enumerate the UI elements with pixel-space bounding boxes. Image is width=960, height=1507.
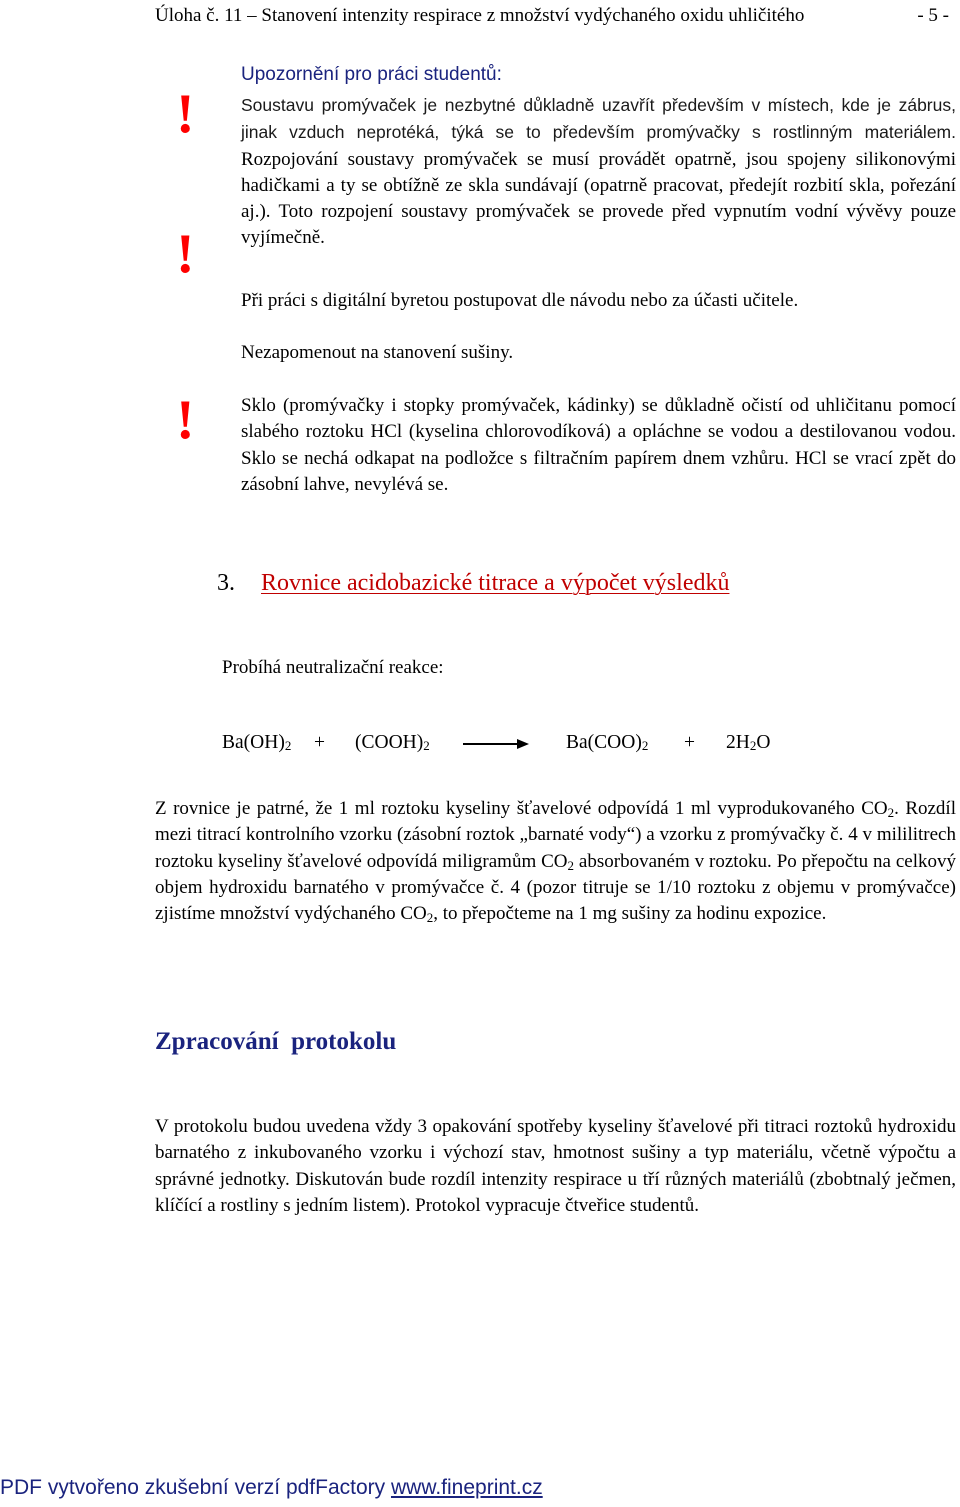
exclamation-icon: ! <box>176 83 195 145</box>
arrow-head-icon <box>517 739 529 749</box>
warning-paragraph-3: Nezapomenout na stanovení sušiny. <box>241 342 514 363</box>
warning-text-serif: Rozpojování soustavy promývaček se musí provádět opatrně, jsou spojeny silikonovými hadičkami a ty se obtížně ze skla sundávají (opatrně pracovat, předejít rozbití skla, pořezání aj.). Toto rozpojení soustavy promývaček se provede před vypnutím vodní vývěvy pouze vyjímečně. <box>241 148 956 249</box>
protocol-paragraph: V protokolu budou uvedena vždy 3 opakování spotřeby kyseliny šťavelové při titraci roztoků hydroxidu barnatého z inkubovaného vzorku i výchozí stav, hmotnost sušiny a typ materiálu, včetně výpočtu a správné jednotky. Diskutován bude rozdíl intenzity respirace u tří různých materiálů (zbobtnalý ječmen, klíčící a rostliny s jedním listem). Protokol vypracuje čtveřice studentů. <box>155 1116 956 1216</box>
pdf-watermark <box>0 1476 543 1500</box>
calculation-paragraph: Z rovnice je patrné, že 1 ml roztoku kyseliny šťavelové odpovídá 1 ml vyprodukovaného $CO_2$. Rozdíl mezi titrací kontrolního vzorku (zásobní roztok „barnaté vody“) a vzorku z promývačky č. 4 v mililitrech roztoku kyseliny šťavelové odpovídá miligramům $CO_2$ absorbovaném v roztoku. Po přepočtu na celkový objem hydroxidu barnatého v promývačce č. 4 (pozor titruje se 1/10 roztoku z objemu v promývačce) zjistíme množství vydýchaného $CO_2$, to přepočteme na 1 mg sušiny za hodinu expozice. <box>155 798 956 926</box>
equation-reactant-1: $Ba(OH)_2$ <box>222 732 292 753</box>
reaction-intro: Probíhá neutralizační reakce: <box>222 657 444 678</box>
warning-paragraph-1 <box>241 92 956 252</box>
equation-product-1: $Ba(COO)_2$ <box>566 732 649 753</box>
warning-title: Upozornění pro práci studentů: <box>241 64 502 85</box>
equation-plus: + <box>684 732 695 753</box>
exclamation-icon: ! <box>176 223 195 285</box>
protocol-heading: Zpracování protokolu <box>155 1028 397 1055</box>
warning-paragraph-4: Sklo (promývačky i stopky promývaček, kádinky) se důkladně očistí od uhličitanu pomocí slabého roztoku HCl (kyselina chlorovodíková) a opláchne se vodou a destilovanou vodou. Sklo se nechá odkapat na podložce s filtračním papírem dnem vzhůru. HCl se vrací zpět do zásobní lahve, nevylévá se. <box>241 395 956 495</box>
equation-plus: + <box>314 732 325 753</box>
watermark-text: PDF vytvořeno zkušební verzí pdfFactory <box>0 1476 391 1499</box>
page-header <box>155 4 955 28</box>
page-number: - 5 - <box>917 5 949 26</box>
header-title: Úloha č. 11 – Stanovení intenzity respirace z množství vydýchaného oxidu uhličitého <box>155 5 805 26</box>
warning-text-sans: Soustavu promývaček je nezbytné důkladně uzavřít především v místech, kde je zábrus, jinak vzduch neprotéká, týká se to především promývačky s rostlinným materiálem. <box>241 95 956 143</box>
section-title: Rovnice acidobazické titrace a výpočet výsledků <box>261 570 730 596</box>
section-number: 3. <box>217 570 235 596</box>
equation-product-2: $2H_2O$ <box>726 732 771 753</box>
section-heading <box>217 570 729 597</box>
watermark-link[interactable]: www.fineprint.cz <box>390 1476 543 1499</box>
exclamation-icon: ! <box>176 389 195 451</box>
warning-paragraph-2: Při práci s digitální byretou postupovat dle návodu nebo za účasti učitele. <box>241 290 799 311</box>
equation-reactant-2: $(COOH)_2$ <box>355 732 430 753</box>
